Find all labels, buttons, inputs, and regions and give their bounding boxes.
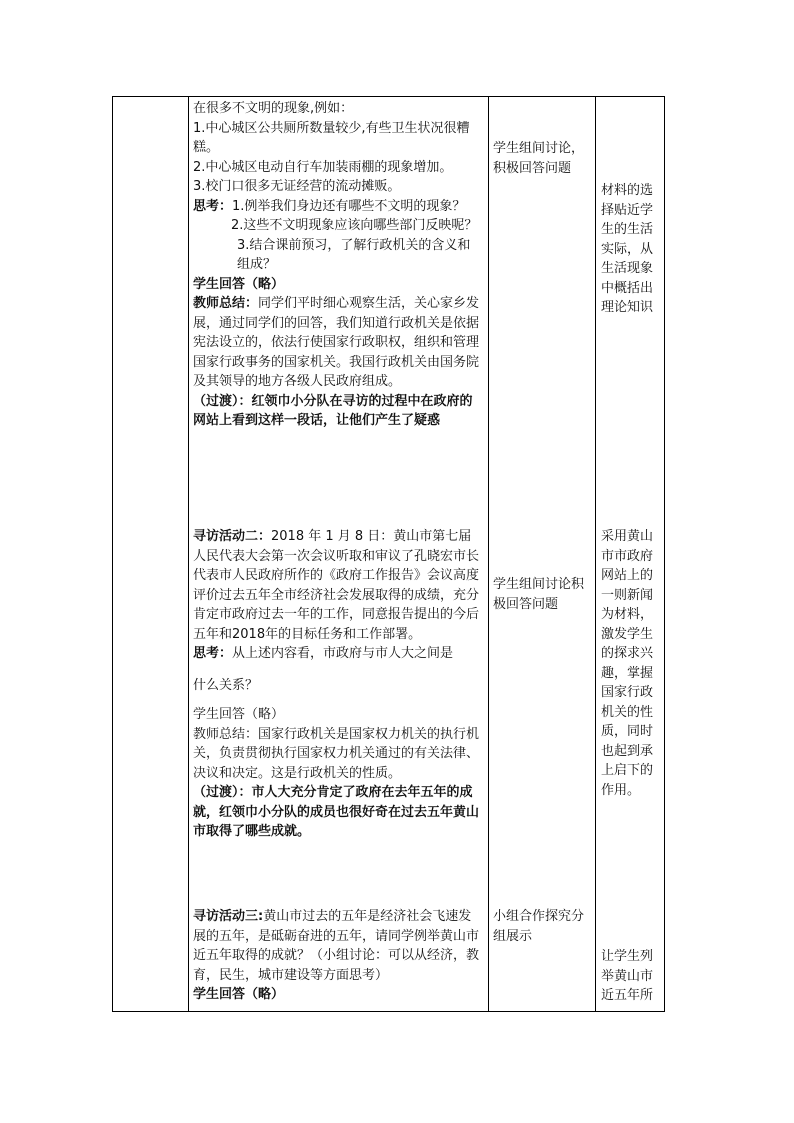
student-activity-2: 学生组间讨论积极回答问题 [493, 577, 585, 612]
activity-one-block [193, 99, 483, 431]
list-item: 2.中心城区电动自行车加装雨棚的现象增加。 [193, 159, 453, 175]
think-question: 思考：从上述内容看，市政府与市人大之间是 [193, 646, 454, 661]
transition-text: （过渡）：市人大充分肯定了政府在去年五年的成就，红领巾小分队的成员也很好奇在过去五年黄山市取得了哪些成就。 [193, 785, 480, 839]
student-activity-1: 学生组间讨论，积极回答问题 [493, 141, 585, 176]
think-question-1: 思考：1.例举我们身边还有哪些不文明的现象？ [193, 198, 466, 214]
column-divider [488, 97, 489, 1011]
list-item: 3.校门口很多无证经营的流动摊贩。 [193, 179, 401, 194]
student-activity-column [493, 97, 590, 1011]
activity-two-text: 寻访活动二：2018 年 1 月 8 日：黄山市第七届人民代表大会第一次会议听取和审议了孔晓宏市长代表市人民政府所作的《政府工作报告》会议高度评价过去五年全市经济社会发展取得的成绩，充分肯定市政府过去一年的工作，同意报告提出的今后五年和2018年的目标任务和工作部署。 [193, 529, 480, 642]
lesson-plan-table [112, 96, 665, 1012]
teaching-content-column [193, 97, 483, 1011]
section-column [113, 97, 188, 1011]
student-answer: 学生回答（略） [193, 707, 285, 722]
think-question-3: 3.结合课前预习，了解行政机关的含义和组成？ [237, 237, 471, 272]
think-question-continued: 什么关系？ [193, 677, 259, 693]
teacher-summary: 教师总结：同学们平时细心观察生活，关心家乡发展，通过同学们的回答，我们知道行政机关是依据宪法设立的，依法行使国家行政职权，组织和管理国家行政事务的国家机关。我国行政机关由国务院及其领导的地方各级人民政府组成。 [193, 296, 480, 389]
think-question-2: 2.这些不文明现象应该向哪些部门反映呢？ [231, 218, 478, 233]
design-intent-2: 采用黄山市市政府网站上的一则新闻为材料，激发学生的探求兴趣，掌握国家行政机关的性质，同时也起到承上启下的作用。 [601, 529, 654, 798]
teacher-summary: 教师总结：国家行政机关是国家权力机关的执行机关，负责贯彻执行国家权力机关通过的有关法律、决议和决定。这是行政机关的性质。 [193, 726, 480, 781]
column-divider [595, 97, 596, 1011]
student-activity-3: 小组合作探究分组展示 [493, 909, 585, 944]
intro-text: 在很多不文明的现象,例如： [193, 101, 354, 116]
design-intent-3: 让学生列举黄山市近五年所 [601, 949, 654, 1003]
student-answer: 学生回答（略） [193, 987, 285, 1002]
activity-three-text: 寻访活动三:黄山市过去的五年是经济社会飞速发展的五年，是砥砺奋进的五年，请同学例举黄山市近五年取得的成就？（小组讨论：可以从经济，教育，民生，城市建设等方面思考） [193, 909, 480, 983]
activity-three-block [193, 907, 483, 1005]
student-answer: 学生回答（略） [193, 276, 285, 292]
transition-text: （过渡）：红领巾小分队在寻访的过程中在政府的网站上看到这样一段话，让他们产生了疑惑 [193, 393, 473, 428]
list-item: 1.中心城区公共厕所数量较少,有些卫生状况很糟糕。 [193, 120, 470, 155]
design-intent-1: 材料的选择贴近学生的生活实际，从生活现象中概括出理论知识 [601, 183, 654, 315]
activity-two-block [193, 527, 483, 842]
column-divider [188, 97, 189, 1011]
design-intent-column [601, 97, 663, 1011]
